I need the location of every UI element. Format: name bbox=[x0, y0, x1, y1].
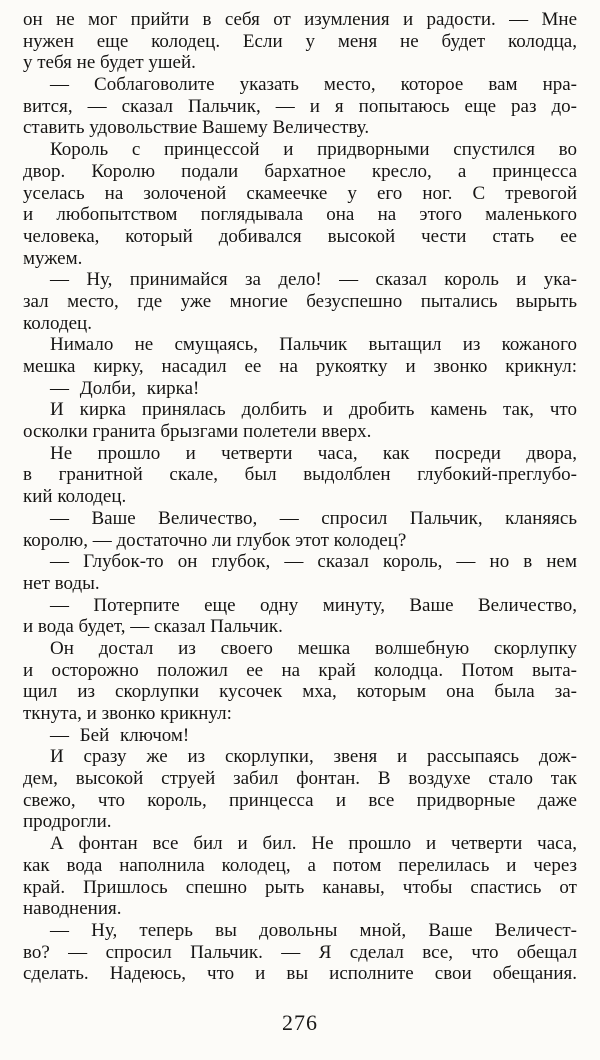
text-line: мужем. bbox=[23, 247, 83, 269]
text-line: зал место, где уже многие безуспешно пытались вырыть bbox=[23, 290, 577, 312]
text-line: колодец. bbox=[23, 312, 92, 334]
text-line: край. Пришлось спешно рыть канавы, чтобы спастись от bbox=[23, 876, 577, 898]
text-line: — Глубок-то он глубок, — сказал король, — но в нем bbox=[50, 551, 577, 573]
text-line: Король с принцессой и придворными спустился во bbox=[50, 139, 577, 161]
text-line: нет воды. bbox=[23, 572, 100, 594]
text-line: — Ну, теперь вы довольны мной, Ваше Величест- bbox=[50, 919, 577, 941]
text-line: и любопытством поглядывала она на этого маленького bbox=[23, 204, 577, 226]
text-line: нужен еще колодец. Если у меня не будет колодца, bbox=[23, 30, 577, 52]
text-line: в гранитной скале, был выдолблен глубокий-преглубо- bbox=[23, 464, 577, 486]
body-text bbox=[23, 9, 577, 985]
text-line: — Ваше Величество, — спросил Пальчик, кланяясь bbox=[50, 507, 577, 529]
text-line: двор. Королю подали бархатное кресло, а принцесса bbox=[23, 160, 577, 182]
text-line: — Ну, принимайся за дело! — сказал король и ука- bbox=[50, 269, 577, 291]
text-line: ткнута, и звонко крикнул: bbox=[23, 703, 232, 724]
text-line: — Потерпите еще одну минуту, Ваше Величество, bbox=[50, 594, 577, 616]
text-line: уселась на золоченой скамеечке у его ног. С тревогой bbox=[23, 182, 577, 204]
text-line: осколки гранита брызгами полетели вверх. bbox=[23, 421, 372, 443]
text-line: ставить удовольствие Вашему Величеству. bbox=[23, 117, 370, 139]
text-line: человека, который добивался высокой чести стать ее bbox=[23, 225, 577, 247]
text-line: дем, высокой струей забил фонтан. В воздухе стало так bbox=[23, 768, 577, 790]
text-line: и осторожно положил ее на край колодца. Потом выта- bbox=[23, 659, 577, 681]
text-line: наводнения. bbox=[23, 898, 122, 920]
text-line: мешка кирку, насадил ее на рукоятку и звонко крикнул: bbox=[23, 356, 577, 377]
text-line: А фонтан все бил и бил. Не прошло и четверти часа, bbox=[50, 833, 577, 855]
text-line: у тебя не будет ушей. bbox=[23, 52, 196, 74]
text-line: сделать. Надеюсь, что и вы исполните свои обещания. bbox=[23, 963, 577, 985]
text-line: продрогли. bbox=[23, 811, 112, 833]
text-line: и вода будет, — сказал Пальчик. bbox=[23, 616, 283, 638]
text-line: щил из скорлупки кусочек мха, которым она была за- bbox=[23, 681, 577, 703]
text-line: — Соблаговолите указать место, которое вам нра- bbox=[50, 74, 577, 96]
text-line: И кирка принялась долбить и дробить камень так, что bbox=[50, 399, 577, 421]
page-number: 276 bbox=[282, 1009, 318, 1035]
text-line: вится, — сказал Пальчик, — и я попытаюсь еще раз до- bbox=[23, 95, 577, 117]
text-line: во? — спросил Пальчик. — Я сделал все, что обещал bbox=[23, 941, 577, 963]
text-line: королю, — достаточно ли глубок этот колодец? bbox=[23, 529, 407, 551]
text-line: И сразу же из скорлупки, звеня и рассыпаясь дож- bbox=[50, 746, 577, 768]
text-line: свежо, что король, принцесса и все придворные даже bbox=[23, 789, 577, 811]
text-line: он не мог прийти в себя от изумления и радости. — Мне bbox=[23, 9, 577, 30]
text-line: Не прошло и четверти часа, как посреди двора, bbox=[50, 442, 577, 464]
text-line: Нимало не смущаясь, Пальчик вытащил из кожаного bbox=[50, 334, 577, 356]
text-line: как вода наполнила колодец, а потом перелилась и через bbox=[23, 854, 577, 876]
text-line: кий колодец. bbox=[23, 486, 127, 508]
text-line: — Долби, кирка! bbox=[50, 377, 200, 399]
text-line: — Бей ключом! bbox=[50, 724, 190, 746]
text-line: Он достал из своего мешка волшебную скорлупку bbox=[50, 637, 577, 659]
